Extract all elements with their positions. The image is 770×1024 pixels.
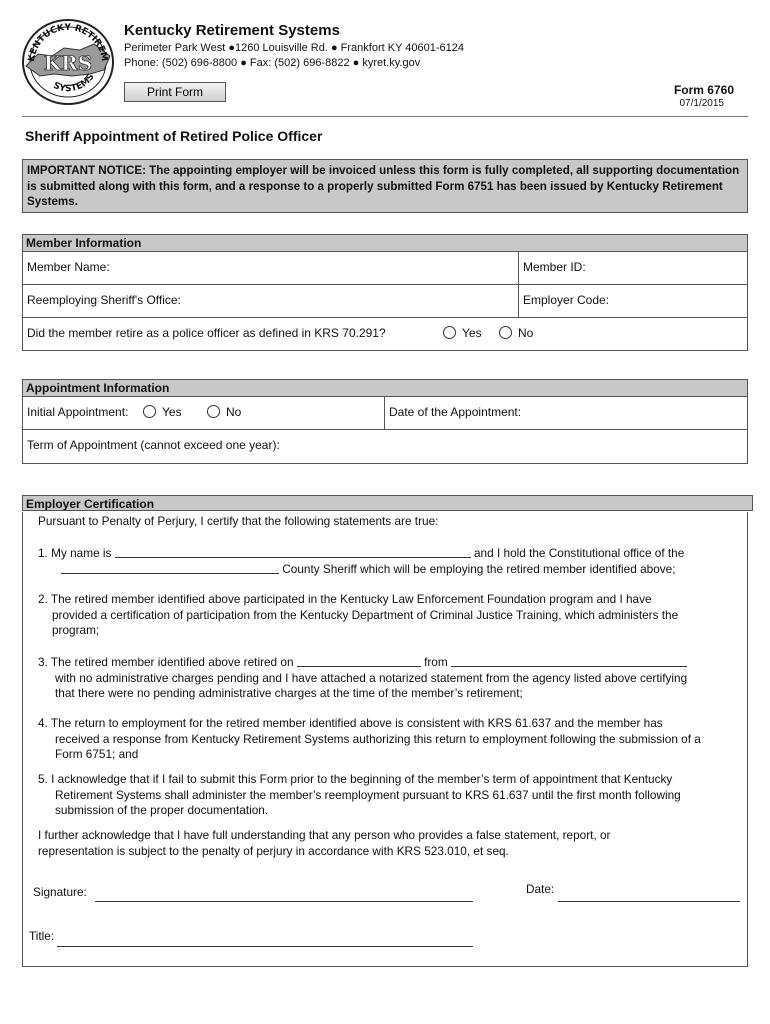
important-notice: IMPORTANT NOTICE: The appointing employer will be invoiced unless this form is fully completed, all supporting documentation is submitted along with this form, and a response to a properly submitted Form 6751 has been issued by Kentucky Retirement Systems.	[22, 159, 748, 213]
title-label: Title:	[29, 929, 55, 943]
member-name-field[interactable]: Member Name:	[27, 260, 110, 274]
org-name: Kentucky Retirement Systems	[124, 22, 340, 39]
org-address: Perimeter Park West ●1260 Louisville Rd. ● Frankfort KY 40601-6124	[124, 42, 464, 54]
page-title: Sheriff Appointment of Retired Police Officer	[25, 128, 323, 144]
print-form-button[interactable]: Print Form	[124, 82, 226, 102]
header-divider	[22, 116, 748, 117]
statement-3: 3. The retired member identified above retired on from with no administrative charges pending and I have attached a notarized statement from the agency listed above certifying that there were no pending administrative charges at the time of the member’s retirement;	[38, 655, 688, 700]
form-date: 07/1/2015	[679, 98, 724, 109]
statement-2: 2. The retired member identified above participated in the Kentucky Law Enforcement Foundation program and I have provided a certification of participation from the Kentucky Department of Criminal Justice Training, which administers the program;	[38, 592, 679, 637]
statement-1: 1. My name is and I hold the Constitutional office of the	[38, 546, 685, 560]
appointment-date-field[interactable]: Date of the Appointment:	[389, 405, 522, 419]
member-information-section	[22, 234, 748, 351]
member-name-row	[23, 252, 747, 285]
office-row	[23, 285, 747, 318]
initial-appointment-row	[23, 397, 747, 430]
sheriffs-office-field[interactable]: Reemploying Sheriff's Office:	[27, 293, 181, 307]
statement-5: 5. I acknowledge that if I fail to submit this Form prior to the beginning of the member’s term of appointment that Kentucky Retirement Systems shall administer the member’s reemployment pursuant to KRS 61.637 until the first month following submission of the proper documentation.	[38, 772, 681, 817]
section-heading: Employer Certification	[22, 495, 753, 511]
form-number: Form 6760	[673, 83, 734, 97]
name-blank[interactable]	[115, 545, 471, 558]
employer-certification-section	[22, 495, 748, 967]
employer-code-field[interactable]: Employer Code:	[523, 293, 610, 307]
radio-no[interactable]	[207, 405, 220, 418]
county-blank[interactable]	[61, 561, 279, 574]
police-officer-question-row	[23, 318, 747, 350]
appointment-information-section	[22, 379, 748, 464]
svg-text:KENTUCKY RETIREMENT: KENTUCKY RETIREM	[26, 22, 110, 63]
radio-yes[interactable]	[143, 405, 156, 418]
title-line[interactable]	[57, 945, 473, 947]
svg-text:KRS: KRS	[43, 51, 93, 75]
statement-1-cont: County Sheriff which will be employing the retired member identified above;	[61, 561, 676, 578]
initial-appointment-label: Initial Appointment:	[27, 405, 129, 419]
signature-label: Signature:	[33, 885, 87, 899]
retirement-date-blank[interactable]	[297, 654, 421, 667]
org-contact: Phone: (502) 696-8800 ● Fax: (502) 696-8822 ● kyret.ky.gov	[124, 57, 421, 69]
closing-acknowledgement: I further acknowledge that I have full understanding that any person who provides a false statement, report, or representation is subject to the penalty of perjury in accordance with KRS 523.010, et seq.	[38, 828, 611, 858]
certification-intro: Pursuant to Penalty of Perjury, I certify that the following statements are true:	[38, 514, 439, 528]
certification-body	[22, 512, 748, 967]
krs-logo	[20, 14, 116, 106]
police-officer-yes-option[interactable]: Yes	[443, 326, 482, 340]
section-heading: Member Information	[23, 235, 747, 252]
svg-text:SYSTEMS: SYSTEMS	[51, 72, 97, 95]
radio-no[interactable]	[499, 326, 512, 339]
radio-yes[interactable]	[443, 326, 456, 339]
member-id-field[interactable]: Member ID:	[523, 260, 586, 274]
date-line[interactable]	[558, 900, 740, 902]
initial-appointment-no-option[interactable]: No	[207, 405, 241, 419]
initial-appointment-yes-option[interactable]: Yes	[143, 405, 182, 419]
police-officer-question: Did the member retire as a police officer as defined in KRS 70.291?	[27, 326, 386, 340]
section-heading: Appointment Information	[23, 380, 747, 397]
term-of-appointment-field[interactable]: Term of Appointment (cannot exceed one year):	[27, 438, 280, 452]
date-label: Date:	[526, 882, 555, 896]
statement-4: 4. The return to employment for the retired member identified above is consistent with KRS 61.637 and the member has received a response from Kentucky Retirement Systems authorizing this return to employment following the submission of a Form 6751; and	[38, 716, 701, 761]
term-row	[23, 430, 747, 463]
agency-blank[interactable]	[451, 654, 687, 667]
signature-line[interactable]	[95, 900, 473, 902]
police-officer-no-option[interactable]: No	[499, 326, 533, 340]
